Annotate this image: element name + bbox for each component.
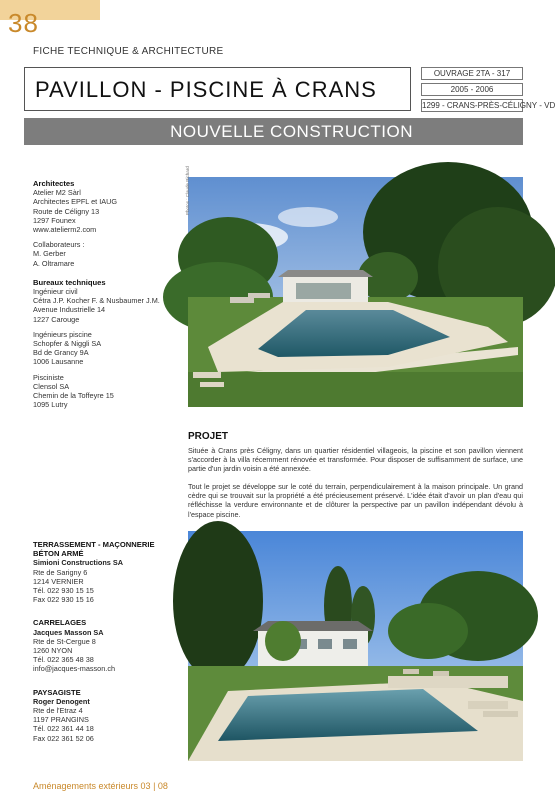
photo-pool-pavilion (188, 177, 523, 407)
credit-line: Cétra J.P. Kocher F. & Nusbaumer J.M. (33, 296, 160, 306)
credit-line: A. Oltramare (33, 258, 75, 268)
credit-line: Architectes EPFL et IAUG (33, 197, 118, 207)
contractor-line: Tél. 022 930 15 15 (33, 586, 94, 596)
credit-line: www.atelierm2.com (33, 225, 97, 235)
contractor-line: Rte de St-Cergue 8 (33, 636, 96, 646)
collab-heading: Collaborateurs : (33, 240, 85, 250)
credit-line: 1095 Lutry (33, 400, 68, 410)
contractor-company: Jacques Masson SA (33, 627, 104, 637)
meta-years: 2005 - 2006 (421, 83, 523, 96)
contractor-line: Tél. 022 361 44 18 (33, 724, 94, 734)
credits-column (33, 179, 183, 409)
contractor-line: Fax 022 930 15 16 (33, 595, 94, 605)
photo-credit: Photos : Claude Richard (185, 166, 190, 215)
contractor-heading: BÉTON ARMÉ (33, 549, 84, 559)
credit-line: 1227 Carouge (33, 314, 80, 324)
credit-line: Chemin de la Toffeyre 15 (33, 391, 114, 401)
section-kicker: FICHE TECHNIQUE & ARCHITECTURE (33, 46, 224, 57)
credit-line: Ingénieurs piscine (33, 329, 92, 339)
credit-line: Avenue Industrielle 14 (33, 305, 106, 315)
contractor-line: Fax 022 361 52 06 (33, 733, 94, 743)
credit-line: 1297 Founex (33, 215, 76, 225)
bureaux-heading: Bureaux techniques (33, 277, 106, 287)
credit-line: Ingénieur civil (33, 287, 78, 297)
credit-line: Schopfer & Niggli SA (33, 339, 102, 349)
contractor-line: Tél. 022 365 48 38 (33, 655, 94, 665)
contractor-line: 1197 PRANGINS (33, 715, 89, 725)
credit-line: Pisciniste (33, 372, 64, 382)
credit-line: Atelier M2 Sàrl (33, 188, 81, 198)
contractor-company: Roger Denogent (33, 696, 90, 706)
contractor-line: 1260 NYON (33, 646, 73, 656)
contractor-line: 1214 VERNIER (33, 576, 84, 586)
contractor-link[interactable]: info@jacques-masson.ch (33, 664, 116, 674)
projet-paragraph-2: Tout le projet se développe sur le coté du terrain, perpendiculairement à la maison principale. Un grand cèdre qui se trouvait sur la propriété a été précieusement préservé. L'idée était d'avoir un plan d'eau qui réfléchisse la verdure environnante et de clôturer la perspective par un pavillon indépendant dévolu à l'espace piscine. (188, 482, 523, 519)
meta-ouvrage: OUVRAGE 2TA - 317 (421, 67, 523, 80)
architectes-heading: Architectes (33, 179, 75, 188)
credit-line: 1006 Lausanne (33, 357, 84, 367)
credit-line: Route de Céligny 13 (33, 206, 100, 216)
contractor-heading: CARRELAGES (33, 618, 87, 628)
contractors-column (33, 540, 183, 743)
credit-line: Bd de Grancy 9A (33, 348, 89, 358)
projet-paragraph-1: Située à Crans près Céligny, dans un quartier résidentiel villageois, la piscine et son pavillon viennent s'accorder à la villa récemment rénovée et transformée. Pour disposer de suffisamment de surface, une partie d'un jardin voisin a été annexée. (188, 446, 523, 474)
photo-house-pool (188, 531, 523, 761)
footer-publication: Aménagements extérieurs 03 | 08 (33, 781, 168, 791)
projet-heading: PROJET (188, 431, 229, 442)
category-band (24, 118, 523, 145)
page-number: 38 (8, 8, 39, 38)
page-title: PAVILLON - PISCINE À CRANS (35, 77, 377, 102)
contractor-company: Simioni Constructions SA (33, 558, 123, 568)
title-box (24, 67, 411, 111)
meta-location: 1299 - CRANS-PRÈS-CÉLIGNY - VD (422, 101, 555, 110)
contractor-line: Rte de Sarigny 6 (33, 567, 88, 577)
category-label: NOUVELLE CONSTRUCTION (170, 122, 413, 141)
contractor-heading: TERRASSEMENT - MAÇONNERIE (33, 540, 155, 549)
contractor-line: Rte de l'Etraz 4 (33, 706, 83, 716)
credit-line: M. Gerber (33, 249, 66, 259)
contractor-heading: PAYSAGISTE (33, 687, 81, 697)
credit-line: Clensol SA (33, 381, 70, 391)
